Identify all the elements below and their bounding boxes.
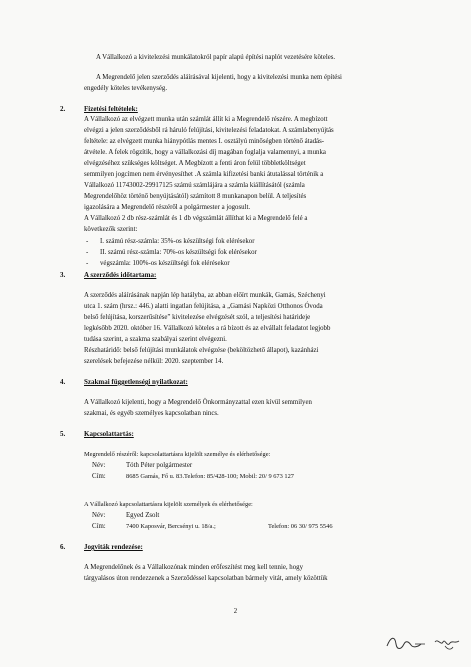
bullet-dash: - xyxy=(86,249,89,256)
section-6-number: 6. xyxy=(60,543,66,551)
section-6-title: Jogviták rendezése: xyxy=(84,543,143,551)
section-3-line: tudása szerint, a szakma szabályai szerint elvégezni. xyxy=(84,336,227,343)
section-3-line: legkésőbb 2020. október 16. Vállalkozó köteles a rá bízott és az elvállalt feladatot legjobb xyxy=(84,325,331,332)
bullet-item: végszámla: 100%-os készültségi fok elérésekor xyxy=(100,260,230,267)
section-6-line: A Megrendelőnek és a Vállalkozónak minden erőfeszítést meg kell tennie, hogy xyxy=(84,564,303,571)
section-4-line: A Vállalkozó kijelenti, hogy a Megrendelő Önkormányzattal ezen kívül semmilyen xyxy=(84,399,312,406)
intro-paragraph-2-line-2: engedély köteles tevékenység. xyxy=(84,85,168,92)
page-number: 2 xyxy=(233,608,238,615)
section-2-line: elvégzi a jelen szerződésből rá háruló felújítási, kivitelezési feladatokat. A számlabenyújtás xyxy=(84,127,334,134)
section-2-line: A Vállalkozó 2 db rész-számlát és 1 db végszámlát állíthat ki a Megrendelő felé a xyxy=(84,215,308,222)
section-3-line: belső felújítása, korszerűsítése” kivitelezése elvégzését szól, a teljesítési határideje xyxy=(84,314,311,321)
customer-name: Tóth Péter polgármester xyxy=(126,462,193,469)
section-2-line: átvétele. A felek rögzítik, hogy a vállalkozási díj magában foglalja valamennyi, a munka xyxy=(84,149,326,156)
contractor-address-label: Cím: xyxy=(92,523,106,530)
contractor-name: Egyed Zsolt xyxy=(126,512,160,519)
section-6-line: tárgyalásos úton rendezzenek a Szerződéssel kapcsolatban bármely vitát, amely közöttük xyxy=(84,575,328,582)
section-4-number: 4. xyxy=(60,378,66,386)
section-2-title: Fizetési feltételek: xyxy=(84,105,138,113)
section-3-line: utca 1. szám (hrsz.: 446.) alatti ingatlan felújítása, a „Gamási Napközi Otthonos Óvoda xyxy=(84,303,323,310)
customer-address-label: Cím: xyxy=(92,473,106,480)
bullet-dash: - xyxy=(86,238,89,245)
customer-name-label: Név: xyxy=(92,462,106,469)
section-2-line: Vállalkozó 11743002-29917125 számú számlájára a számla kiállításától (számla xyxy=(84,182,305,189)
section-4-line: szakmai, és egyéb személyes kapcsolatban nincs. xyxy=(84,410,219,417)
section-2-line: semmilyen jogcímen nem érvényesíthet .A számla kifizetési banki átutalással történik a xyxy=(84,171,324,178)
section-2-line: A Vállalkozó az elvégzett munka után számlát állít ki a Megrendelő részére. A megbízott xyxy=(84,116,328,123)
bullet-item: II. számú rész-számla: 70%-os készültségi fok elérésekor xyxy=(100,249,257,256)
section-2-line: elvégzéséhez szükséges költséget. A Megbízott a fenti áron felül többletköltséget xyxy=(84,160,306,167)
section-3-number: 3. xyxy=(60,271,66,279)
section-4-title: Szakmai függetlenségi nyilatkozat: xyxy=(84,378,188,386)
section-5-number: 5. xyxy=(60,430,66,438)
section-3-line: Részhatáridő: belső felújítási munkálatok elvégzése (beköltözhető állapot), kazánházi xyxy=(84,347,319,354)
section-3-title: A szerződés időtartama: xyxy=(84,271,157,279)
contractor-phone: Telefon: 06 30/ 975 5546 xyxy=(268,523,333,530)
section-5-title: Kapcsolattartás: xyxy=(84,430,134,438)
contractor-address: 7400 Kaposvár, Bercsényi u. 18/a.; xyxy=(126,523,216,530)
handwritten-signature xyxy=(385,632,465,654)
section-3-line: A szerződés aláírásának napján lép hatályba, az abban előírt munkák, Gamás, Széchenyi xyxy=(84,292,326,299)
bullet-dash: - xyxy=(86,260,89,267)
intro-paragraph-1: A Vállalkozó a kivitelezési munkálatokról papír alapú építési naplót vezetésére köteles. xyxy=(96,54,336,61)
contractor-name-label: Név: xyxy=(92,512,106,519)
section-2-line: következők szerint: xyxy=(84,226,138,233)
customer-address: 8685 Gamás, Fő u. 83.Telefon: 85/428-100; Mobil: 20/ 9 673 127 xyxy=(126,473,295,480)
section-3-line: szerelések befejezése nélkül: 2020. szeptember 14. xyxy=(84,358,224,365)
customer-contact-intro: Megrendelő részéről: kapcsolattartásra kijelölt személye és elérhetősége: xyxy=(84,451,271,458)
section-2-line: igazolására a Megrendelő részéről a polgármester a jogosult. xyxy=(84,204,251,211)
section-2-line: feltétele: az elvégzett munka hiánypótlás mentes I. osztályú minőségben történő átadás- xyxy=(84,138,325,145)
bullet-item: I. számú rész-számla: 35%-os készültségi fok elérésekor xyxy=(100,238,255,245)
section-2-line: Megrendelőhöz történő benyújtásától) számított 8 munkanapon belül. A teljesítés xyxy=(84,193,307,200)
intro-paragraph-2-line-1: A Megrendelő jelen szerződés aláírásával kijelenti, hogy a kivitelezési munka nem építési xyxy=(96,74,342,81)
section-2-number: 2. xyxy=(60,105,66,113)
contractor-contact-intro: A Vállalkozó kapcsolattartásra kijelölt személyek és elérhetősége: xyxy=(84,501,253,508)
